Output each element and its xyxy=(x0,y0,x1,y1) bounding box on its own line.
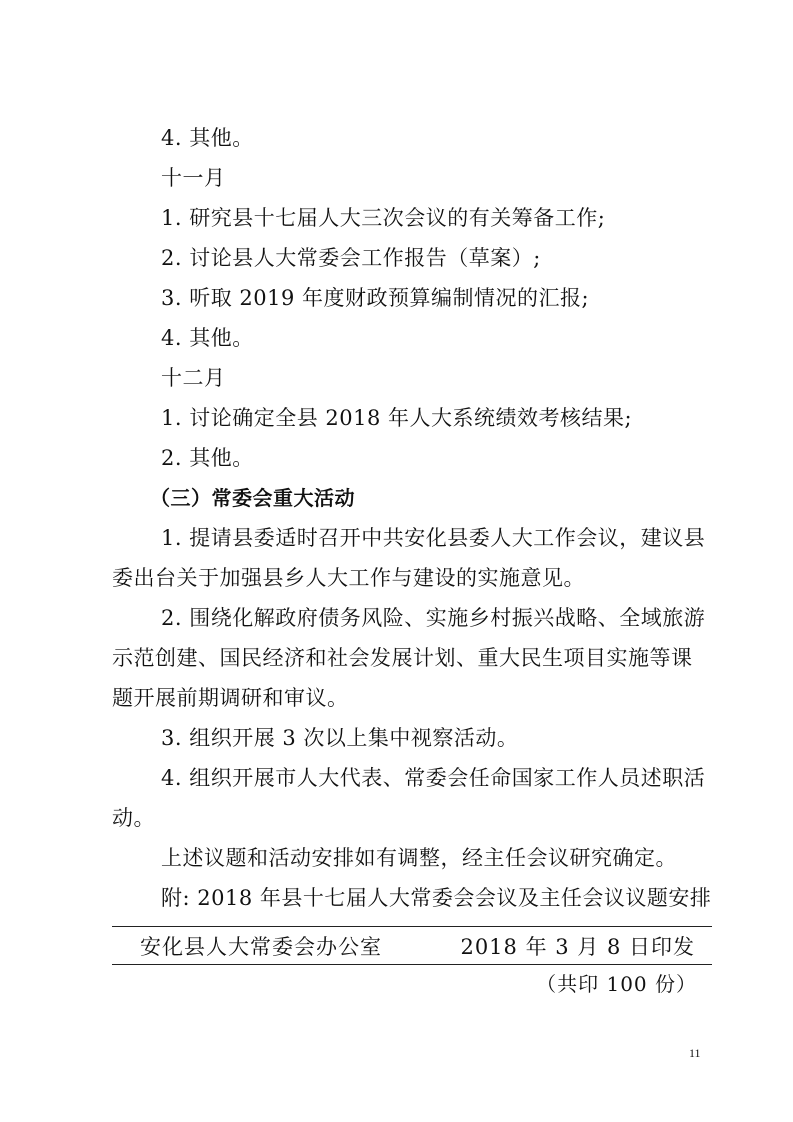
section-heading-major-activities: （三）常委会重大活动 xyxy=(150,486,355,510)
body-line-16: 3. 组织开展 3 次以上集中视察活动。 xyxy=(161,726,519,750)
body-line-4: 2. 讨论县人大常委会工作报告（草案）; xyxy=(161,246,541,270)
body-line-11: 1. 提请县委适时召开中共安化县委人大工作会议，建议县 xyxy=(161,526,706,550)
body-line-19: 上述议题和活动安排如有调整，经主任会议研究确定。 xyxy=(161,846,677,870)
body-line-6: 4. 其他。 xyxy=(161,326,254,350)
body-line-15: 题开展前期调研和审议。 xyxy=(112,686,349,710)
body-line-12: 委出台关于加强县乡人大工作与建设的实施意见。 xyxy=(112,566,585,590)
body-line-1: 4. 其他。 xyxy=(161,126,254,150)
section-heading-december: 十二月 xyxy=(161,366,226,390)
section-heading-november: 十一月 xyxy=(161,166,226,190)
body-line-3: 1. 研究县十七届人大三次会议的有关筹备工作; xyxy=(161,206,606,230)
body-line-14: 示范创建、国民经济和社会发展计划、重大民生项目实施等课 xyxy=(112,646,693,670)
body-line-9: 2. 其他。 xyxy=(161,446,254,470)
attachment-note: 附: 2018 年县十七届人大常委会会议及主任会议议题安排 xyxy=(161,886,712,910)
body-line-5: 3. 听取 2019 年度财政预算编制情况的汇报; xyxy=(161,286,590,310)
issue-date: 2018 年 3 月 8 日印发 xyxy=(460,935,695,959)
footer-middle-rule xyxy=(112,964,712,965)
body-line-17: 4. 组织开展市人大代表、常委会任命国家工作人员述职活 xyxy=(161,766,706,790)
body-line-18: 动。 xyxy=(112,806,155,830)
footer-top-rule xyxy=(112,926,712,927)
page-number: 11 xyxy=(689,1046,701,1060)
copies-count: （共印 100 份） xyxy=(536,972,697,996)
body-line-8: 1. 讨论确定全县 2018 年人大系统绩效考核结果; xyxy=(161,406,633,430)
body-line-13: 2. 围绕化解政府债务风险、实施乡村振兴战略、全域旅游 xyxy=(161,606,706,630)
issuer-name: 安化县人大常委会办公室 xyxy=(140,935,382,959)
